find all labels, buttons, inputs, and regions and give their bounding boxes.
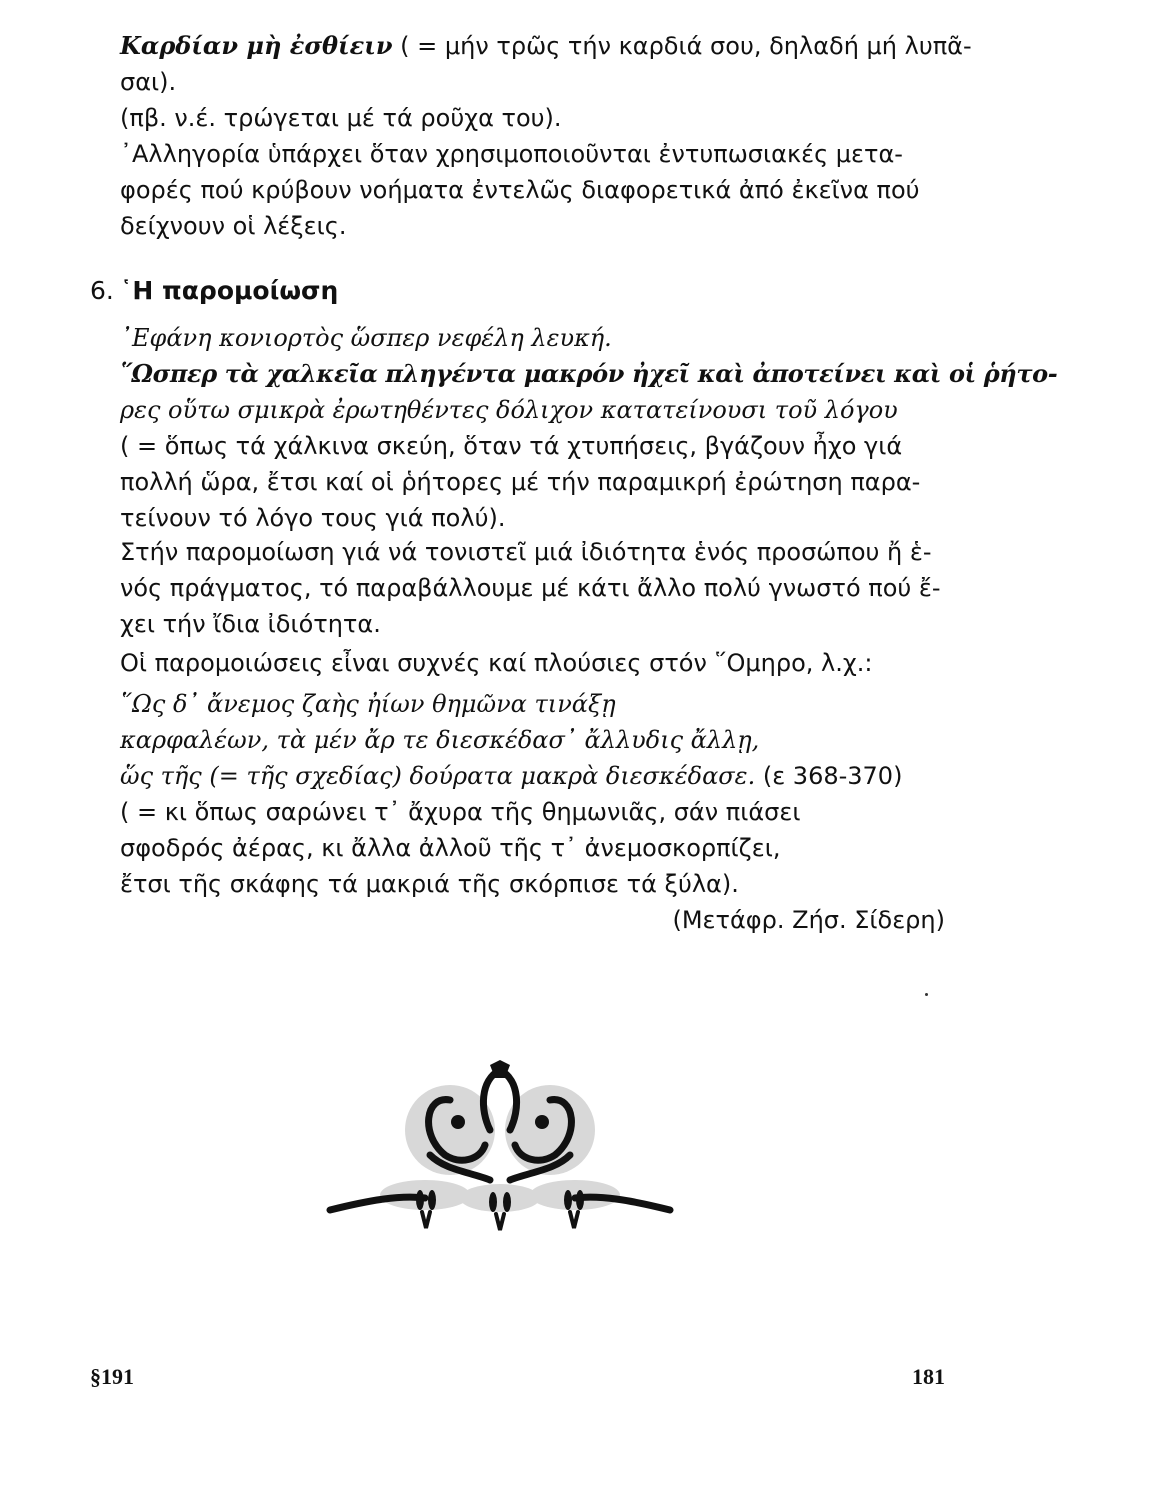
homer-translation-1: ( = κι ὅπως σαρώνει τ᾿ ἄχυρα τῆς θημωνιᾶς, σάν πιάσει [120,798,801,826]
section-heading [90,276,338,305]
homer-quote-line-1: ῞Ως δ᾿ ἄνεμος ζαὴς ἠίων θημῶνα τινάξῃ [120,690,616,718]
section-title: ῾Η παρομοίωση [119,276,339,305]
stray-mark [925,993,928,996]
section-reference: §191 [90,1364,134,1389]
example-2-line-1: ῞Ωσπερ τὰ χαλκεῖα πληγέντα μακρόν ἠχεῖ καὶ ἀποτείνει καὶ οἱ ῥήτο- [120,359,1058,388]
simile-line-1: Στήν παρομοίωση γιά νά τονιστεῖ μιά ἰδιότητα ἑνός προσώπου ἤ ἑ- [120,538,932,566]
simile-line-3: χει τήν ἴδια ἰδιότητα. [120,610,381,638]
example-2-translation-3: τείνουν τό λόγο τους γιά πολύ). [120,504,506,532]
verse-reference: (ε 368-370) [755,762,903,790]
translation-attribution: (Μετάφρ. Ζήσ. Σίδερη) [672,906,945,934]
section-number: 6. [90,276,114,305]
homer-intro: Οἱ παρομοιώσεις εἶναι συχνές καί πλούσιες στόν ῞Ομηρο, λ.χ.: [120,649,873,677]
allegory-line-2: φορές πού κρύβουν νοήματα ἐντελῶς διαφορετικά ἀπό ἐκεῖνα πού [120,176,920,204]
floral-ornament-icon [330,1060,670,1240]
kardian-line-2: σαι). [120,68,177,96]
example-2-translation-1: ( = ὅπως τά χάλκινα σκεύη, ὅταν τά χτυπήσεις, βγάζουν ἦχο γιά [120,432,903,460]
paragraph-simile [120,534,945,642]
homer-quote [120,686,945,938]
kardian-phrase: Καρδίαν μὴ ἐσθίειν [120,31,393,60]
paragraph-kardian [120,28,972,244]
paragraph-homer [120,645,945,681]
kardian-line-3: (πβ. ν.έ. τρώγεται μέ τά ροῦχα του). [120,104,562,132]
example-1: ᾿Εφάνη κονιορτὸς ὥσπερ νεφέλη λευκή. [120,324,612,352]
page-number: 181 [912,1364,945,1389]
allegory-line-3: δείχνουν οἱ λέξεις. [120,212,347,240]
homer-translation-2: σφοδρός ἀέρας, κι ἄλλα ἀλλοῦ τῆς τ᾿ ἀνεμοσκορπίζει, [120,834,781,862]
allegory-line-1: ᾿Αλληγορία ὑπάρχει ὅταν χρησιμοποιοῦνται ἐντυπωσιακές μετα- [120,140,903,168]
example-2-line-2: ρες οὕτω σμικρὰ ἐρωτηθέντες δόλιχον κατατείνουσι τοῦ λόγου [120,396,898,424]
simile-line-2: νός πράγματος, τό παραβάλλουμε μέ κάτι ἄλλο πολύ γνωστό πού ἔ- [120,574,941,602]
homer-translation-3: ἔτσι τῆς σκάφης τά μακριά τῆς σκόρπισε τά ξύλα). [120,870,739,898]
examples-block [120,320,1058,536]
kardian-line-1: Καρδίαν μὴ ἐσθίειν ( = μήν τρῶς τήν καρδιά σου, δηλαδή μή λυπᾶ- [120,31,972,60]
homer-quote-line-2: καρφαλέων, τὰ μέν ἄρ τε διεσκέδασ᾿ ἄλλυδις ἄλλῃ, [120,726,760,754]
homer-quote-line-3: ὥς τῆς (= τῆς σχεδίας) δούρατα μακρὰ διεσκέδασε. (ε 368-370) [120,762,903,790]
example-2-translation-2: πολλή ὥρα, ἔτσι καί οἱ ῥήτορες μέ τήν παραμικρή ἐρώτηση παρα- [120,468,921,496]
